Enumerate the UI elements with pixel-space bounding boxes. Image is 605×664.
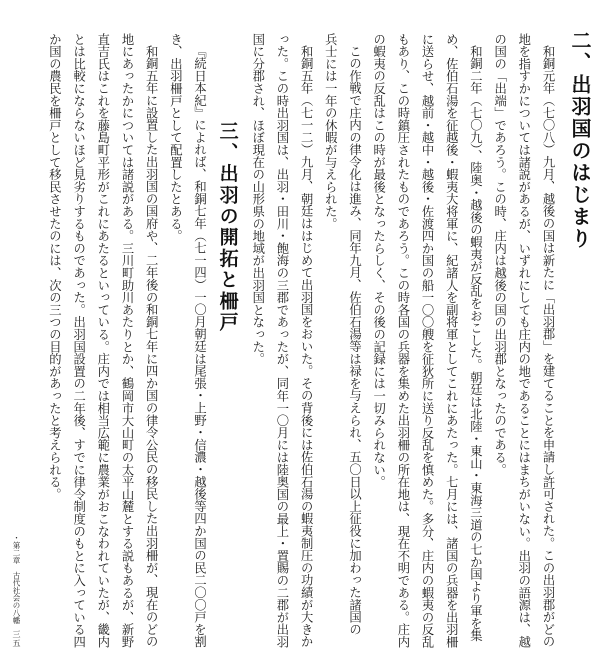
text-line: 直吉氏はこれを藤島町平形がこれにあたるといっている。庄内では相当広範に農業がおこなわれていたが、畿内 [95,33,110,648]
text-line: 和銅五年（七一二）九月、朝廷ははじめて出羽国をおいた。その背後には佐伯石湯の蝦夷制圧の功績が大きか [299,45,314,648]
text-line: め、佐伯石湯を征越後・蝦夷大将軍に、紀諸人を副将軍としてこれにあたった。七月には、諸国の兵器を出羽柵 [444,33,459,648]
text-line: った。この時出羽国は、出羽・田川・飽海の三郡であったが、同年一〇月には陸奥国の最上・置賜の二郡が出羽 [274,33,289,648]
section-heading-3: 三、出羽の開拓と柵戸 [216,121,239,333]
section-heading-2: 二、出羽国のはじまり [568,30,592,250]
text-line: とは比較にならないほど見劣りするものであった。出羽国設置の二年後、すでに律令制度のもとに入っている四 [71,33,86,648]
text-line: 和銅元年（七〇八）九月、越後の国は新たに「出羽郡」を建てることを申請し許可された。この出羽郡がどの [541,45,555,648]
text-line: 『続日本紀』によれば、和銅七年（七一四）一〇月朝廷は尾張・上野・信濃・越後等四か国の民二〇〇戸を割 [192,45,207,648]
text-line: この作戦で庄内の律令化は進み、同年九月、佐伯石湯等は禄を与えられ、五〇日以上征役に加わった諸国の [347,45,362,636]
text-line: 兵士には一年の休暇が与えられた。 [323,33,338,230]
text-line: もあり、この時鎮圧されたものであろう。この時各国の兵器を集めた出羽柵の所在地は、現在不明である。庄内 [395,33,410,648]
text-line: き、出羽柵戸として配置したとある。 [168,33,183,243]
text-line: 地を指すかについては諸説があるが、いずれにしても庄内の地であることにはまちがいない。出羽の語源は、越 [516,33,531,648]
text-line: に送らせ、越前・越中・越後・佐渡四か国の船一〇〇艘を征狄所に送り反乱を慎めた。多分、庄内の蝦夷の反乱 [420,33,435,648]
text-line: の国の「出端」であろう。この時、庄内は越後の国の出羽郡となったのである。 [492,33,507,476]
text-line: 和銅二年（七〇九）、陸奥・越後の蝦夷が反乱をおこした。朝廷は北陸・東山・東海三道の七か国より軍を集 [468,45,483,642]
text-line: 国に分郡され、ほぼ現在の山形県の地域が出羽国となった。 [250,33,265,366]
page-number: 三五 [12,630,21,648]
text-line: 和銅五年に設置した出羽国の国府や、二年後の和銅七年に四か国の律令公民の移民した出羽柵が、現在のどの [144,45,159,648]
text-line: の蝦夷の反乱はこの時が最後となったらしく、その後の記録には一切みられない。 [371,33,386,489]
text-line: 地にあったかについては諸説がある。三川町助川あたりとか、鶴岡市大山町の太平山麓とする説もあるが、新野 [120,33,134,648]
text-line: か国の農民を柵戸として移民させたのには、次の三つの目的があったと考えられる。 [47,33,62,501]
running-head: ・第二章 古代社会の八幡 [12,534,21,624]
